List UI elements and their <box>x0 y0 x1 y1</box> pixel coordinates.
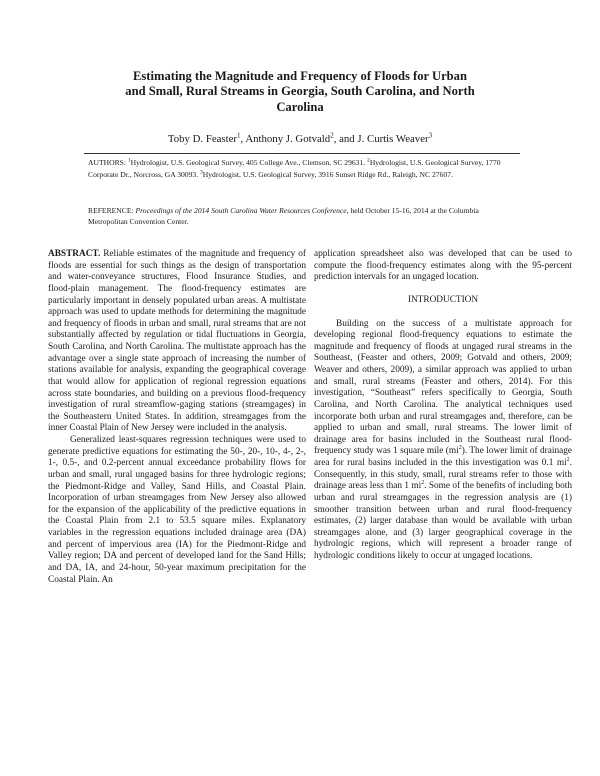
intro-sup-b: 2 <box>566 456 570 463</box>
intro-text-c: . Consequently, in this study, small, rural streams refer to those with drainage areas less than 1 mi <box>314 458 572 492</box>
header-divider <box>84 153 520 154</box>
affiliation-2: Hydrologist, U.S. Geological Survey, 1770 Corporate Dr., Norcross, GA 30093. <box>88 158 501 179</box>
intro-text-d: . Some of the benefits of including both urban and rural streamgages in the regression analysis are (1) smoother transition between urban and rural flood-frequency estimates, (2) larger database than would be available with urban streamgages alone, and (3) larger geographical coverage in the hydrologic regions, which will represent a broader range of hydrologic conditions likely to occur at ungaged locations. <box>314 481 572 561</box>
abstract-paragraph-1 <box>48 249 306 435</box>
intro-sup-a: 2 <box>458 445 462 452</box>
title-line-2: and Small, Rural Streams in Georgia, South Carolina, and North <box>125 84 475 99</box>
author-2: Anthony J. Gotvald <box>245 133 331 145</box>
author-1-affil-mark: 1 <box>237 131 241 140</box>
author-1: Toby D. Feaster <box>167 133 237 145</box>
affiliation-3: Hydrologist, U.S. Geological Survey, 3916 Sunset Ridge Rd., Raleigh, NC 27607. <box>202 169 453 179</box>
reference-proceedings: Proceedings of the 2014 South Carolina Water Resources Conference <box>135 206 347 215</box>
affiliation-1: Hydrologist, U.S. Geological Survey, 405 College Ave., Clemson, SC 29631. <box>130 158 368 167</box>
left-column <box>48 249 306 586</box>
reference-details: , held October 15-16, 2014 at the Columbia Metropolitan Convention Center. <box>88 206 479 226</box>
intro-text-a: Building on the success of a multistate approach for developing regional flood-frequency equations to estimate the magnitude and frequency of floods at ungaged rural streams in the Southeast, (Feaster and others, 2009; Gotvald and others, 2009; Weaver and others, 2009), a similar approach was applied to urban and small, rural streams (Feaster and others, 2014). For this investigation, “Southeast” refers specifically to Georgia, South Carolina, and North Carolina. The analytical techniques used incorporate both urban and rural streamgages and, therefore, can be applied to urban and small, rural streams. The lower limit of drainage area for basins included in the Southeast rural flood-frequency study was 1 square mile (mi <box>314 318 572 457</box>
author-affiliations <box>88 157 518 180</box>
author-2-affil-mark: 2 <box>330 131 334 140</box>
title-line-3: Carolina <box>276 99 324 114</box>
right-column <box>314 249 572 563</box>
paper-title <box>110 69 490 115</box>
affil-mark-3: 3 <box>200 169 203 176</box>
introduction-heading: INTRODUCTION <box>407 294 479 305</box>
affil-mark-2: 2 <box>367 157 370 164</box>
affiliations-label: AUTHORS: <box>88 158 128 167</box>
title-line-1: Estimating the Magnitude and Frequency of Floods for Urban <box>133 69 467 83</box>
reference-label: REFERENCE: <box>88 206 136 215</box>
abstract-paragraph-3: application spreadsheet also was developed that can be used to compute the flood-frequency estimates along with the 95-percent prediction intervals for an ungaged location. <box>314 249 572 283</box>
affil-mark-1: 1 <box>127 157 131 164</box>
abstract-paragraph-2: Generalized least-squares regression techniques were used to generate predictive equations for estimating the 50-, 20-, 10-, 4-, 2-, 1-, 0.5-, and 0.2-percent annual exceedance probability flows for urban and small, rural ungaged basins for three hydrologic regions; the Piedmont-Ridge and Valley, Sand Hills, and Coastal Plain. Incorporation of urban streamgages from New Jersey also allowed for the expansion of the applicability of the predictive equations in the Coastal Plain from 2.1 to 53.5 square miles. Explanatory variables in the regression equations included drainage area (DA) and percent of impervious area (IA) for the Piedmont-Ridge and Valley region; DA and percent of developed land for the Sand Hills; and DA, IA, and 24-hour, 50-year maximum precipitation for the Coastal Plain. An <box>48 435 306 585</box>
conference-reference <box>88 205 520 227</box>
author-list: Toby D. Feaster$^1$, Anthony J. Gotvald$^2$, and J. Curtis Weaver$^3$ <box>167 131 433 145</box>
author-conjunction: and <box>339 133 355 145</box>
abstract-text-1: Reliable estimates of the magnitude and frequency of floods are essential for such things as the design of transportation and water-conveyance structures, Flood Insurance Studies, and flood-plain management. The flood-frequency estimates are particularly important in densely populated urban areas. A multistate approach was used to update methods for determining the magnitude and frequency of floods in urban and small, rural streams that are not substantially affected by regulation or tidal fluctuations in Georgia, South Carolina, and North Carolina. The multistate approach has the advantage over a single state approach of increasing the number of stations available for analysis, expanding the geographical coverage that would allow for application of regional regression equations across state boundaries, and building on a previous flood-frequency investigation of rural streamflow-gaging stations (streamgages) in the Southeastern United States. In addition, streamgages from the inner Coastal Plain of New Jersey were included in the analysis. <box>48 249 306 434</box>
abstract-heading: ABSTRACT. <box>48 249 101 259</box>
author-3: J. Curtis Weaver <box>357 133 429 145</box>
introduction-paragraph <box>314 319 572 563</box>
intro-text-b: ). The lower limit of drainage area for rural basins included in the this investigation was 0.1 mi <box>314 446 573 468</box>
intro-sup-c: 2 <box>421 480 425 487</box>
author-3-affil-mark: 3 <box>428 131 433 140</box>
